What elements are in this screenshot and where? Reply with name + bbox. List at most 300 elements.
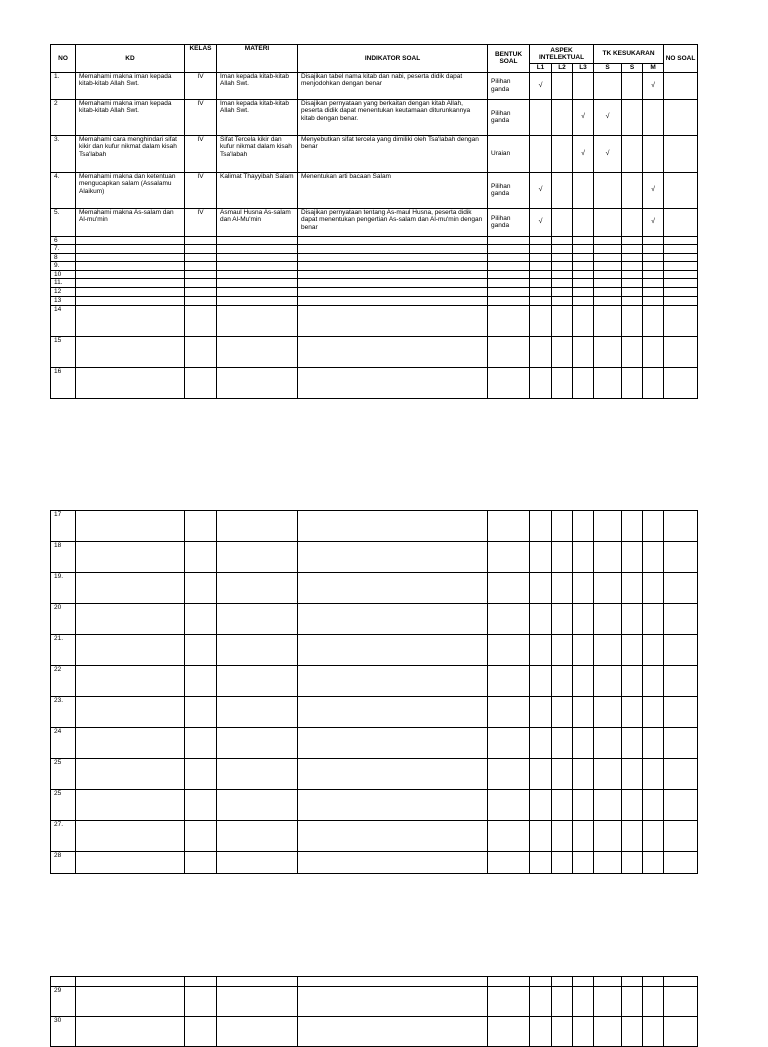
row-cell bbox=[217, 253, 298, 262]
row-cell bbox=[594, 604, 622, 635]
row-s2-check bbox=[622, 172, 643, 208]
row-cell bbox=[217, 1017, 298, 1047]
row-no: 13 bbox=[51, 296, 76, 305]
row-cell bbox=[76, 279, 185, 288]
row-cell bbox=[573, 821, 594, 852]
row-cell bbox=[573, 790, 594, 821]
header-kelas: KELAS bbox=[185, 45, 217, 73]
table-row bbox=[51, 72, 698, 99]
row-cell bbox=[643, 977, 664, 987]
row-cell bbox=[217, 542, 298, 573]
row-no: 10 bbox=[51, 270, 76, 279]
row-cell bbox=[530, 821, 552, 852]
row-no: 6 bbox=[51, 236, 76, 245]
table-row bbox=[51, 977, 698, 987]
row-cell bbox=[552, 245, 573, 254]
row-cell bbox=[217, 790, 298, 821]
row-cell bbox=[217, 262, 298, 271]
row-cell bbox=[622, 852, 643, 874]
table-row bbox=[51, 852, 698, 874]
table-row bbox=[51, 296, 698, 305]
row-cell bbox=[664, 336, 698, 367]
row-materi: Iman kepada kitab-kitab Allah Swt. bbox=[217, 72, 298, 99]
row-cell bbox=[488, 262, 530, 271]
row-cell bbox=[185, 270, 217, 279]
row-cell bbox=[298, 852, 488, 874]
row-no: 3. bbox=[51, 135, 76, 172]
row-s1-check bbox=[594, 172, 622, 208]
row-cell bbox=[488, 511, 530, 542]
row-cell bbox=[488, 852, 530, 874]
row-kd: Memahami makna dan ketentuan mengucapkan salam (Assalamu Alaikum) bbox=[76, 172, 185, 208]
row-no-soal bbox=[664, 99, 698, 135]
row-cell bbox=[573, 987, 594, 1017]
row-l2-check bbox=[552, 72, 573, 99]
row-cell bbox=[76, 287, 185, 296]
row-cell bbox=[530, 697, 552, 728]
row-cell bbox=[573, 666, 594, 697]
row-cell bbox=[552, 821, 573, 852]
row-cell bbox=[185, 697, 217, 728]
row-cell bbox=[76, 305, 185, 336]
row-cell bbox=[664, 604, 698, 635]
check-mark: √ bbox=[651, 81, 655, 89]
row-cell bbox=[298, 821, 488, 852]
header-s-1: S bbox=[594, 64, 622, 73]
header-m: M bbox=[643, 64, 664, 73]
row-cell bbox=[622, 336, 643, 367]
header-no-soal: NO SOAL bbox=[664, 45, 698, 73]
row-s2-check bbox=[622, 135, 643, 172]
check-mark: √ bbox=[538, 186, 543, 194]
row-cell bbox=[664, 697, 698, 728]
row-cell bbox=[76, 759, 185, 790]
row-cell bbox=[76, 542, 185, 573]
row-cell bbox=[217, 305, 298, 336]
row-cell bbox=[530, 279, 552, 288]
row-cell bbox=[594, 279, 622, 288]
row-cell bbox=[552, 604, 573, 635]
row-cell bbox=[217, 852, 298, 874]
row-cell bbox=[185, 287, 217, 296]
table-row bbox=[51, 1017, 698, 1047]
row-cell bbox=[185, 262, 217, 271]
row-cell bbox=[185, 977, 217, 987]
row-cell bbox=[573, 287, 594, 296]
row-cell bbox=[530, 852, 552, 874]
row-cell bbox=[185, 367, 217, 398]
row-cell bbox=[217, 666, 298, 697]
row-cell bbox=[185, 987, 217, 1017]
row-cell bbox=[664, 245, 698, 254]
row-cell bbox=[217, 821, 298, 852]
row-cell bbox=[298, 573, 488, 604]
row-cell bbox=[185, 821, 217, 852]
check-mark: √ bbox=[605, 149, 610, 157]
row-cell bbox=[643, 279, 664, 288]
row-l2-check bbox=[552, 172, 573, 208]
row-cell bbox=[185, 1017, 217, 1047]
row-cell bbox=[573, 573, 594, 604]
row-cell bbox=[185, 666, 217, 697]
row-cell bbox=[530, 236, 552, 245]
row-no: 19. bbox=[51, 573, 76, 604]
row-cell bbox=[530, 987, 552, 1017]
row-cell bbox=[488, 604, 530, 635]
row-cell bbox=[664, 511, 698, 542]
row-no: 18 bbox=[51, 542, 76, 573]
table-row bbox=[51, 542, 698, 573]
row-cell bbox=[76, 821, 185, 852]
table-row bbox=[51, 666, 698, 697]
kisi-kisi-table-page-2 bbox=[50, 510, 698, 874]
row-cell bbox=[622, 728, 643, 759]
row-cell bbox=[552, 697, 573, 728]
row-cell bbox=[594, 852, 622, 874]
row-no-soal bbox=[664, 72, 698, 99]
row-cell bbox=[573, 253, 594, 262]
row-cell bbox=[664, 977, 698, 987]
row-s1-check bbox=[594, 135, 622, 172]
row-kelas: IV bbox=[185, 135, 217, 172]
row-cell bbox=[664, 1017, 698, 1047]
row-cell bbox=[185, 296, 217, 305]
row-no bbox=[51, 977, 76, 987]
row-cell bbox=[622, 666, 643, 697]
row-s2-check bbox=[622, 208, 643, 236]
row-cell bbox=[488, 245, 530, 254]
table-row bbox=[51, 759, 698, 790]
row-cell bbox=[552, 236, 573, 245]
row-cell bbox=[573, 604, 594, 635]
row-cell bbox=[643, 759, 664, 790]
row-cell bbox=[488, 542, 530, 573]
row-cell bbox=[664, 367, 698, 398]
row-no: 15 bbox=[51, 336, 76, 367]
row-indikator: Disajikan pernyataan tentang As-maul Husna, peserta didik dapat menentukan pengertian As-salam dan Al-mu'min dengan benar bbox=[298, 208, 488, 236]
row-cell bbox=[622, 573, 643, 604]
row-indikator: Disajikan tabel nama kitab dan nabi, peserta didik dapat menjodohkan dengan benar bbox=[298, 72, 488, 99]
row-cell bbox=[573, 511, 594, 542]
row-no: 25 bbox=[51, 790, 76, 821]
table-row bbox=[51, 270, 698, 279]
row-cell bbox=[298, 262, 488, 271]
row-cell bbox=[488, 270, 530, 279]
kisi-kisi-table-page-1 bbox=[50, 44, 698, 399]
row-cell bbox=[488, 635, 530, 666]
row-cell bbox=[594, 759, 622, 790]
row-cell bbox=[622, 236, 643, 245]
row-cell bbox=[622, 759, 643, 790]
row-cell bbox=[552, 296, 573, 305]
row-cell bbox=[664, 790, 698, 821]
row-cell bbox=[594, 790, 622, 821]
row-cell bbox=[643, 821, 664, 852]
row-no: 9. bbox=[51, 262, 76, 271]
row-indikator: Menentukan arti bacaan Salam bbox=[298, 172, 488, 208]
row-cell bbox=[664, 287, 698, 296]
row-m-check bbox=[643, 99, 664, 135]
row-cell bbox=[530, 270, 552, 279]
row-cell bbox=[488, 296, 530, 305]
table-row bbox=[51, 287, 698, 296]
row-cell bbox=[552, 542, 573, 573]
row-cell bbox=[298, 1017, 488, 1047]
table-row bbox=[51, 135, 698, 172]
row-cell bbox=[664, 262, 698, 271]
row-cell bbox=[76, 790, 185, 821]
row-cell bbox=[643, 236, 664, 245]
row-no-soal bbox=[664, 208, 698, 236]
row-cell bbox=[488, 790, 530, 821]
row-kd: Memahami makna As-salam dan Al-mu'min bbox=[76, 208, 185, 236]
row-cell bbox=[573, 852, 594, 874]
row-cell bbox=[594, 253, 622, 262]
row-cell bbox=[298, 253, 488, 262]
row-l2-check bbox=[552, 208, 573, 236]
header-l1: L1 bbox=[530, 64, 552, 73]
row-cell bbox=[298, 367, 488, 398]
row-cell bbox=[488, 236, 530, 245]
row-cell bbox=[552, 287, 573, 296]
row-cell bbox=[530, 790, 552, 821]
row-cell bbox=[664, 635, 698, 666]
row-cell bbox=[530, 728, 552, 759]
row-cell bbox=[488, 821, 530, 852]
row-no: 1. bbox=[51, 72, 76, 99]
row-cell bbox=[488, 287, 530, 296]
row-kelas: IV bbox=[185, 172, 217, 208]
row-cell bbox=[594, 305, 622, 336]
row-no: 12 bbox=[51, 287, 76, 296]
table-row bbox=[51, 245, 698, 254]
table-row bbox=[51, 821, 698, 852]
row-cell bbox=[298, 635, 488, 666]
row-cell bbox=[552, 253, 573, 262]
row-cell bbox=[643, 296, 664, 305]
row-cell bbox=[185, 790, 217, 821]
row-cell bbox=[217, 573, 298, 604]
row-no: 2 bbox=[51, 99, 76, 135]
row-cell bbox=[622, 270, 643, 279]
row-cell bbox=[643, 305, 664, 336]
row-l2-check bbox=[552, 135, 573, 172]
row-l3-check bbox=[573, 208, 594, 236]
row-s2-check bbox=[622, 72, 643, 99]
row-cell bbox=[643, 604, 664, 635]
table-row bbox=[51, 336, 698, 367]
row-cell bbox=[76, 336, 185, 367]
check-mark: √ bbox=[538, 81, 543, 89]
row-cell bbox=[643, 253, 664, 262]
row-cell bbox=[76, 262, 185, 271]
row-cell bbox=[622, 635, 643, 666]
row-cell bbox=[664, 305, 698, 336]
row-l1-check bbox=[530, 135, 552, 172]
row-cell bbox=[185, 245, 217, 254]
row-cell bbox=[76, 604, 185, 635]
row-cell bbox=[217, 987, 298, 1017]
row-cell bbox=[76, 270, 185, 279]
row-cell bbox=[298, 305, 488, 336]
row-cell bbox=[594, 287, 622, 296]
check-mark: √ bbox=[581, 149, 585, 157]
row-cell bbox=[622, 542, 643, 573]
check-mark: √ bbox=[605, 113, 610, 121]
row-no: 7. bbox=[51, 245, 76, 254]
table-row bbox=[51, 697, 698, 728]
row-cell bbox=[573, 296, 594, 305]
row-cell bbox=[622, 511, 643, 542]
row-no: 25 bbox=[51, 759, 76, 790]
row-cell bbox=[552, 305, 573, 336]
row-cell bbox=[664, 728, 698, 759]
row-indikator: Disajikan pernyataan yang berkaitan dengan kitab Allah, peserta didik dapat menentukan keutamaan diturunkannya kitab dengan benar. bbox=[298, 99, 488, 135]
table-row bbox=[51, 511, 698, 542]
row-cell bbox=[552, 666, 573, 697]
row-s1-check bbox=[594, 72, 622, 99]
row-cell bbox=[664, 987, 698, 1017]
row-cell bbox=[552, 852, 573, 874]
row-cell bbox=[643, 542, 664, 573]
row-cell bbox=[573, 697, 594, 728]
row-cell bbox=[298, 245, 488, 254]
row-cell bbox=[488, 1017, 530, 1047]
row-cell bbox=[76, 977, 185, 987]
row-cell bbox=[573, 977, 594, 987]
row-cell bbox=[76, 253, 185, 262]
row-cell bbox=[573, 305, 594, 336]
row-m-check bbox=[643, 208, 664, 236]
row-cell bbox=[552, 987, 573, 1017]
row-cell bbox=[643, 367, 664, 398]
row-cell bbox=[594, 542, 622, 573]
row-no: 28 bbox=[51, 852, 76, 874]
row-cell bbox=[488, 759, 530, 790]
row-cell bbox=[664, 270, 698, 279]
row-cell bbox=[573, 245, 594, 254]
row-no: 11. bbox=[51, 279, 76, 288]
row-no: 16 bbox=[51, 367, 76, 398]
row-cell bbox=[573, 262, 594, 271]
row-kelas: IV bbox=[185, 72, 217, 99]
row-cell bbox=[594, 977, 622, 987]
row-cell bbox=[552, 1017, 573, 1047]
row-cell bbox=[643, 287, 664, 296]
row-cell bbox=[217, 759, 298, 790]
row-cell bbox=[664, 279, 698, 288]
row-l3-check bbox=[573, 72, 594, 99]
row-cell bbox=[530, 604, 552, 635]
row-l1-check bbox=[530, 72, 552, 99]
row-cell bbox=[217, 728, 298, 759]
check-mark: √ bbox=[651, 218, 655, 226]
row-cell bbox=[530, 542, 552, 573]
row-cell bbox=[594, 821, 622, 852]
row-cell bbox=[552, 573, 573, 604]
row-cell bbox=[298, 542, 488, 573]
row-s1-check bbox=[594, 208, 622, 236]
row-m-check bbox=[643, 72, 664, 99]
header-indikator-soal: INDIKATOR SOAL bbox=[298, 45, 488, 73]
row-cell bbox=[552, 511, 573, 542]
row-cell bbox=[594, 573, 622, 604]
row-bentuk: Uraian bbox=[488, 135, 530, 172]
row-cell bbox=[217, 296, 298, 305]
row-cell bbox=[573, 728, 594, 759]
check-mark: √ bbox=[538, 218, 543, 226]
row-cell bbox=[488, 987, 530, 1017]
row-cell bbox=[622, 262, 643, 271]
row-cell bbox=[217, 287, 298, 296]
row-cell bbox=[76, 697, 185, 728]
header-l3: L3 bbox=[573, 64, 594, 73]
row-cell bbox=[298, 279, 488, 288]
row-l3-check bbox=[573, 99, 594, 135]
row-cell bbox=[488, 279, 530, 288]
row-cell bbox=[643, 728, 664, 759]
row-cell bbox=[664, 296, 698, 305]
row-materi: Sifat Tercela kikir dan kufur nikmat dalam kisah Tsa'labah bbox=[217, 135, 298, 172]
row-cell bbox=[552, 279, 573, 288]
row-bentuk: Pilihan ganda bbox=[488, 172, 530, 208]
row-cell bbox=[76, 573, 185, 604]
row-cell bbox=[530, 336, 552, 367]
table-row bbox=[51, 790, 698, 821]
row-no: 30 bbox=[51, 1017, 76, 1047]
header-no: NO bbox=[51, 45, 76, 73]
row-cell bbox=[298, 236, 488, 245]
row-s1-check bbox=[594, 99, 622, 135]
row-cell bbox=[76, 236, 185, 245]
row-cell bbox=[76, 296, 185, 305]
row-no: 21. bbox=[51, 635, 76, 666]
row-no: 23. bbox=[51, 697, 76, 728]
row-cell bbox=[552, 790, 573, 821]
row-cell bbox=[573, 336, 594, 367]
row-cell bbox=[488, 253, 530, 262]
row-cell bbox=[217, 635, 298, 666]
row-no: 24 bbox=[51, 728, 76, 759]
row-cell bbox=[488, 336, 530, 367]
header-bentuk-soal: BENTUK SOAL bbox=[488, 45, 530, 73]
row-cell bbox=[217, 279, 298, 288]
row-cell bbox=[298, 511, 488, 542]
row-cell bbox=[217, 697, 298, 728]
row-cell bbox=[298, 270, 488, 279]
row-cell bbox=[298, 666, 488, 697]
row-cell bbox=[594, 236, 622, 245]
row-cell bbox=[573, 635, 594, 666]
row-cell bbox=[76, 987, 185, 1017]
row-cell bbox=[622, 253, 643, 262]
row-cell bbox=[530, 305, 552, 336]
row-cell bbox=[185, 852, 217, 874]
row-cell bbox=[622, 279, 643, 288]
row-materi: Asmaul Husna As-salam dan Al-Mu'min bbox=[217, 208, 298, 236]
row-cell bbox=[530, 245, 552, 254]
row-cell bbox=[643, 262, 664, 271]
row-l1-check bbox=[530, 208, 552, 236]
table-row bbox=[51, 604, 698, 635]
row-cell bbox=[664, 253, 698, 262]
row-cell bbox=[664, 666, 698, 697]
table-row bbox=[51, 573, 698, 604]
row-cell bbox=[622, 367, 643, 398]
row-cell bbox=[76, 511, 185, 542]
row-cell bbox=[298, 759, 488, 790]
table-row bbox=[51, 208, 698, 236]
